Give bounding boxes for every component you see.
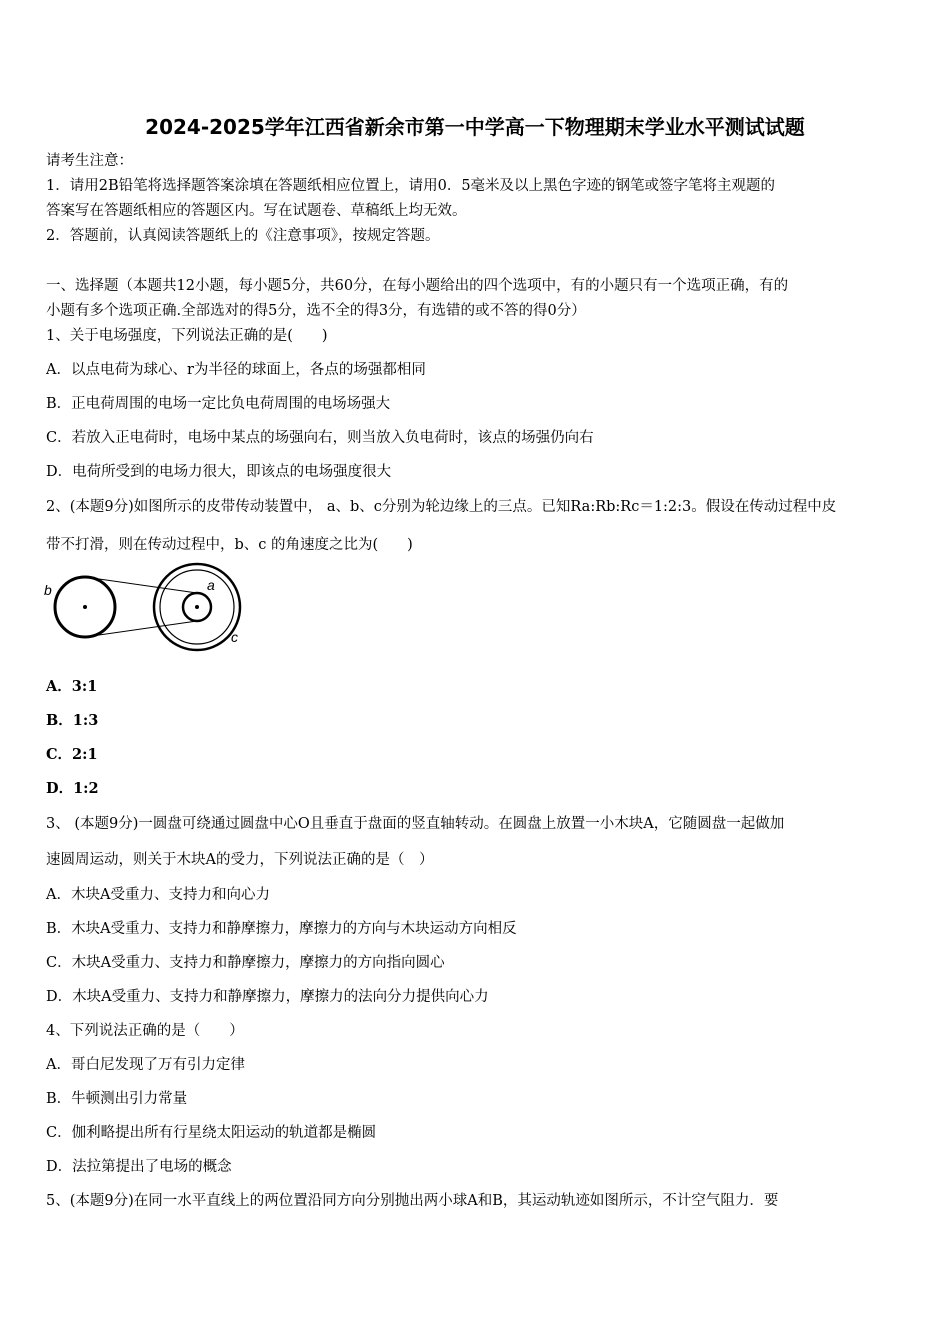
q4-stem: 4、下列说法正确的是（ ） [46,1023,244,1039]
wheel-a-center [195,605,199,609]
q2-stem-1: 2、(本题9分)如图所示的皮带传动装置中， a、b、c分别为轮边缘上的三点。已知Ra:Rb:Rc＝1:2:3。假设在传动过程中皮 [46,499,837,515]
q4-option-c: C．伽利略提出所有行星绕太阳运动的轨道都是椭圆 [46,1125,377,1141]
wheel-b-center [83,605,87,609]
belt-top [85,577,197,593]
q1-stem: 1、关于电场强度，下列说法正确的是( ) [46,328,328,344]
label-a: a [207,577,215,593]
q2-option-d: D．1:2 [46,780,99,797]
q1-option-c: C．若放入正电荷时，电场中某点的场强向右，则当放入负电荷时，该点的场强仍向右 [46,430,594,446]
label-c: c [231,629,238,645]
notice-item-2: 2．答题前，认真阅读答题纸上的《注意事项》，按规定答题。 [46,228,440,244]
q3-option-d: D．木块A受重力、支持力和静摩擦力，摩擦力的法向分力提供向心力 [46,989,489,1005]
notice-heading: 请考生注意： [46,153,133,169]
q4-option-b: B．牛顿测出引力常量 [46,1091,188,1107]
belt-bottom [85,621,197,637]
notice-item-1a: 1．请用2B铅笔将选择题答案涂填在答题纸相应位置上，请用0．5毫米及以上黑色字迹的钢笔或签字笔将主观题的 [46,178,776,194]
notice-item-1b: 答案写在答题纸相应的答题区内。写在试题卷、草稿纸上均无效。 [46,203,467,219]
section-intro-1: 一、选择题（本题共12小题，每小题5分，共60分，在每小题给出的四个选项中，有的小题只有一个选项正确，有的 [46,278,789,294]
q1-option-d: D．电荷所受到的电场力很大，即该点的电场强度很大 [46,464,392,480]
q4-option-a: A．哥白尼发现了万有引力定律 [46,1057,245,1073]
label-b: b [44,582,52,598]
q5-stem-1: 5、(本题9分)在同一水平直线上的两位置沿同方向分别抛出两小球A和B，其运动轨迹如图所示，不计空气阻力．要 [46,1193,779,1209]
q2-option-b: B．1:3 [46,712,99,729]
q2-option-c: C．2:1 [46,746,98,763]
q1-option-a: A．以点电荷为球心、r为半径的球面上，各点的场强都相同 [46,362,426,378]
q3-option-a: A．木块A受重力、支持力和向心力 [46,887,270,903]
belt-pulley-figure [40,562,250,657]
q3-stem-1: 3、 (本题9分)一圆盘可绕通过圆盘中心O且垂直于盘面的竖直轴转动。在圆盘上放置一小木块A，它随圆盘一起做加 [46,816,785,832]
q3-option-c: C．木块A受重力、支持力和静摩擦力，摩擦力的方向指向圆心 [46,955,445,971]
q2-option-a: A．3:1 [46,678,98,695]
q4-option-d: D．法拉第提出了电场的概念 [46,1159,232,1175]
q2-stem-2: 带不打滑，则在传动过程中，b、c 的角速度之比为( ) [46,537,413,553]
q1-option-b: B．正电荷周围的电场一定比负电荷周围的电场场强大 [46,396,391,412]
q3-option-b: B．木块A受重力、支持力和静摩擦力，摩擦力的方向与木块运动方向相反 [46,921,517,937]
page-title: 2024-2025学年江西省新余市第一中学高一下物理期末学业水平测试试题 [145,115,805,139]
q3-stem-2: 速圆周运动，则关于木块A的受力，下列说法正确的是（ ） [46,852,434,868]
section-intro-2: 小题有多个选项正确.全部选对的得5分，选不全的得3分，有选错的或不答的得0分） [46,303,586,319]
